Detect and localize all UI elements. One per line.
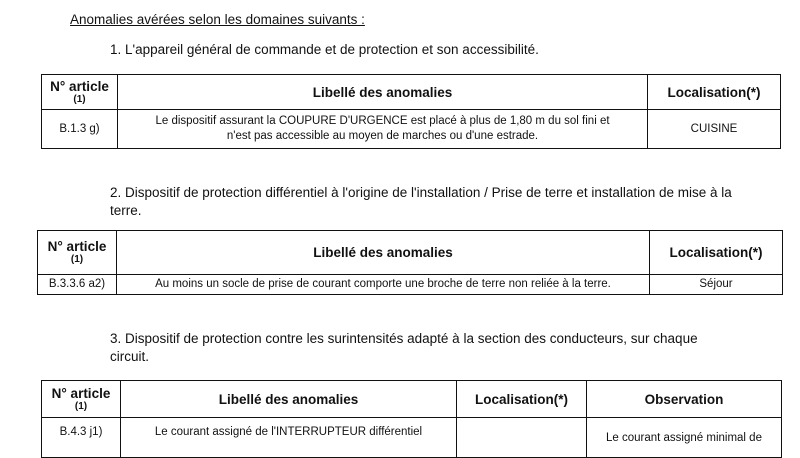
table-row xyxy=(42,110,781,149)
header-article: N° article (1) xyxy=(38,231,117,275)
header-libelle: Libellé des anomalies xyxy=(121,381,457,418)
table-section-3 xyxy=(41,380,782,458)
header-libelle: Libellé des anomalies xyxy=(117,231,650,275)
table-header-row xyxy=(38,231,783,275)
section-1-title: 1. L'appareil général de commande et de protection et son accessibilité. xyxy=(110,42,539,57)
section-3-title-line-1: 3. Dispositif de protection contre les surintensités adapté à la section des conducteurs, sur chaque xyxy=(110,331,698,346)
section-2-title xyxy=(110,184,732,220)
cell-article: B.3.3.6 a2) xyxy=(38,275,117,295)
header-article: N° article (1) xyxy=(42,381,121,418)
cell-libelle: Au moins un socle de prise de courant comporte une broche de terre non reliée à la terre. xyxy=(117,275,650,295)
header-libelle: Libellé des anomalies xyxy=(118,75,648,110)
cell-observation: Le courant assigné minimal de xyxy=(587,418,782,458)
cell-libelle: Le courant assigné de l'INTERRUPTEUR différentiel xyxy=(121,418,457,458)
section-3-title-line-2: circuit. xyxy=(110,349,150,364)
cell-libelle xyxy=(118,110,648,149)
header-article: N° article (1) xyxy=(42,75,118,110)
table-header-row xyxy=(42,381,782,418)
header-observation: Observation xyxy=(587,381,782,418)
cell-article: B.4.3 j1) xyxy=(42,418,121,458)
page-heading: Anomalies avérées selon les domaines suivants : xyxy=(70,12,365,27)
table-section-1 xyxy=(41,74,781,149)
header-localisation: Localisation(*) xyxy=(650,231,783,275)
table-section-2 xyxy=(37,230,783,295)
section-2-title-line-1: 2. Dispositif de protection différentiel à l'origine de l'installation / Prise de terre et installation de mise à la xyxy=(110,185,732,200)
table-row xyxy=(42,418,782,458)
section-2-title-line-2: terre. xyxy=(110,203,142,218)
header-localisation: Localisation(*) xyxy=(648,75,781,110)
table-row xyxy=(38,275,783,295)
libelle-line-1: Le dispositif assurant la COUPURE D'URGENCE est placé à plus de 1,80 m du sol fini et xyxy=(155,115,610,127)
table-header-row xyxy=(42,75,781,110)
cell-localisation: CUISINE xyxy=(648,110,781,149)
section-3-title xyxy=(110,330,698,366)
cell-localisation: Séjour xyxy=(650,275,783,295)
header-localisation: Localisation(*) xyxy=(457,381,587,418)
libelle-line-2: n'est pas accessible au moyen de marches ou d'une estrade. xyxy=(226,130,539,142)
cell-localisation xyxy=(457,418,587,458)
cell-article: B.1.3 g) xyxy=(42,110,118,149)
